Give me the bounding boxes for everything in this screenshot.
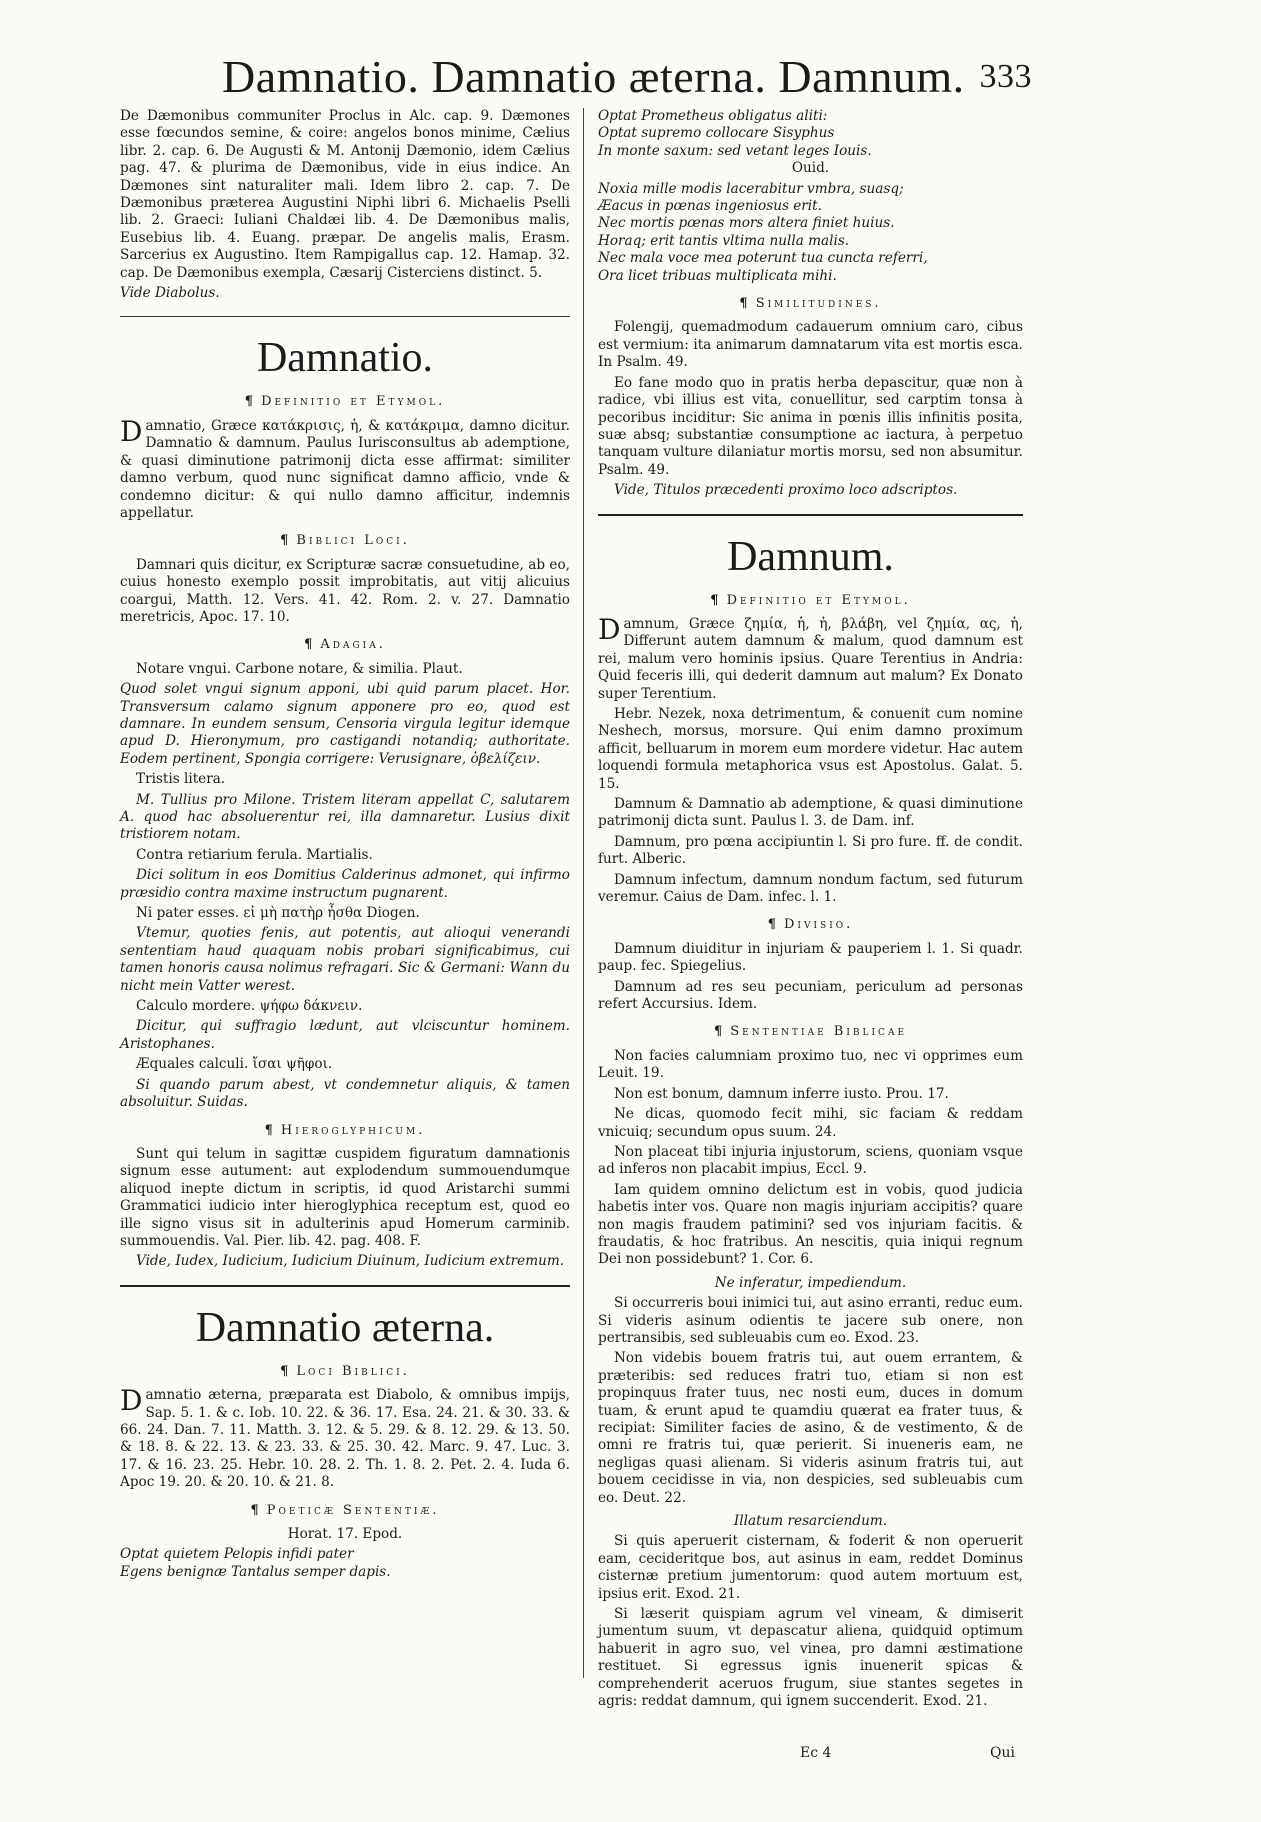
sententia-text: Si læserit quispiam agrum vel vineam, & dimiserit jumentum suum, vt depascatur aliena, quidquid optimum habuerit in agro suo, vel vinea, pro damni æstimatione restituet. Si egressus ignis inuenerit spicas & comprehenderit aceruos frugum, siue stantes segetes in agris: reddat damnum, qui ignem succenderit. Exod. 21. xyxy=(598,1606,1023,1710)
running-head-title: Damnatio. Damnatio æterna. Damnum. xyxy=(222,51,965,102)
verse-line: In monte saxum: sed vetant leges Iouis. xyxy=(598,142,872,159)
section-heading-definitio: ¶ Definitio et Etymol. xyxy=(710,592,911,608)
section-heading-divisio: ¶ Divisio. xyxy=(767,917,854,933)
verse-line: Horaq; erit tantis vltima nulla malis. xyxy=(598,232,850,249)
section-rule xyxy=(120,1285,570,1287)
sententia-text: Ne dicas, quomodo fecit mihi, sic faciam & reddam vnicuiq; secundum opus suum. 24. xyxy=(598,1106,1023,1140)
section-rule xyxy=(598,514,1023,516)
damnum-definitio: Damnum, pro pœna accipiuntin l. Si pro fure. ff. de condit. furt. Alberic. xyxy=(598,833,1023,868)
verse-line: Nec mortis pœnas mors altera finiet huius. xyxy=(598,215,895,232)
catchword: Qui xyxy=(990,1745,1015,1761)
entry-title-damnum: Damnum. xyxy=(727,533,894,580)
verse-line: Noxia mille modis lacerabitur vmbra, suasq; xyxy=(598,180,904,197)
section-rule xyxy=(120,316,570,317)
adagium-line: Tristis litera. xyxy=(136,771,226,788)
damnum-definitio: Damnum & Damnatio ab ademptione, & quasi diminutione patrimonij dicta sunt. Paulus l. 3. de Dam. inf. xyxy=(598,796,1023,830)
sententia-text: Si occurreris boui inimici tui, aut asino erranti, reduc eum. Si videris asinum odientis te jacere sub onere, non pertransibis, sed subleuabis cum eo. Exod. 23. xyxy=(598,1295,1023,1346)
verse-block xyxy=(120,1546,570,1581)
page-number: 333 xyxy=(979,58,1032,95)
column-divider xyxy=(583,108,584,1678)
right-column xyxy=(598,108,1023,1714)
sententia-text: Si quis aperuerit cisternam, & foderit & non operuerit eam, cecideritque bos, aut asinus in eam, reddet Dominus cisternæ pretium jumentorum: quod autem mortuum est, ipsius erit. Exod. 21. xyxy=(598,1533,1023,1602)
similitudo-text: Folengij, quemadmodum cadauerum omnium caro, cibus est vermium: ita animarum damnatarum vita est mortis esca. In Psalm. 49. xyxy=(598,319,1023,371)
adagium-line: Dici solitum in eos Domitius Calderinus admonet, qui infirmo præsidio contra maxime instructum pugnarent. xyxy=(120,867,570,901)
similitudines-vide: Vide, Titulos præcedenti proximo loco adscriptos. xyxy=(614,482,958,499)
section-heading-adagia: ¶ Adagia. xyxy=(304,637,386,653)
verse-line: Optat supremo collocare Sisyphus xyxy=(598,125,835,142)
adagium-line: Ni pater esses. εἰ μὴ πατὴρ ἦσθα Diogen. xyxy=(136,905,420,922)
sententia-text: Iam quidem omnino delictum est in vobis, quod judicia habetis inter vos. Quare non magis injuriam accipitis? quare non magis fraudem patimini? sed vos injuriam facitis. & fraudatis, & hoc fratribus. An nescitis, quia iniqui regnum Dei non possidebunt? 1. Cor. 6. xyxy=(598,1181,1023,1268)
adagium-line: Æquales calculi. ἴσαι ψῆφοι. xyxy=(136,1056,333,1073)
damnum-definitio: Hebr. Nezek, noxa detrimentum, & conuenit cum nomine Neshech, morsus, morsure. Qui enim damno proximum afficit, belluarum in morem eum mordere videtur. Hac autem loquendi formula metaphorica vsus est Apostolus. Galat. 5. 15. xyxy=(598,705,1023,792)
adagium-line: Contra retiarium ferula. Martialis. xyxy=(136,846,373,863)
ovid-source: Ouid. xyxy=(791,160,830,177)
verse-line: Æacus in pœnas ingeniosus erit. xyxy=(598,198,822,215)
verse-line: Optat Prometheus obligatus aliti: xyxy=(598,108,828,124)
damnum-definitio: Damnum infectum, damnum nondum factum, sed futurum veremur. Caius de Dam. infec. l. 1. xyxy=(598,871,1023,906)
adagium-line: Notare vngui. Carbone notare, & similia. Plaut. xyxy=(136,660,463,677)
section-heading-similitudines: ¶ Similitudines. xyxy=(739,296,882,312)
adagium-line: Calculo mordere. ψήφω δάκνειν. xyxy=(136,998,363,1015)
adagium-line: M. Tullius pro Milone. Tristem literam appellat C, salutarem A. quod hac absoluerentur rei, illa damnaretur. Lusius dixit tristiorem notam. xyxy=(120,791,570,843)
entry-title-damnatio: Damnatio. xyxy=(256,335,434,382)
section-heading-definitio: ¶ Definitio et Etymol. xyxy=(244,394,446,410)
verse-line: Ora licet tribuas multiplicata mihi. xyxy=(598,267,837,284)
hieroglyphicum-text: Sunt qui telum in sagittæ cuspidem figuratum damnationis signum esse autument: aut explodendum summouendumque aliquod inepte dictum in scriptis, id quod Aristarchi summi Grammatici iudicio inter hieroglyphica receptum est, quod eo ille signo visus sit in adulterinis apud Homerum carminib. summouendis. Val. Pier. lib. 42. pag. 408. F. xyxy=(120,1145,570,1249)
biblici-text: Damnari quis dicitur, ex Scripturæ sacræ consuetudine, ab eo, cuius honesto exemplo possit improbitatis, aut vitij alicuius coargui, Matth. 12. Vers. 41. 42. Rom. 2. v. 27. Damnatio meretricis, Apoc. 17. 10. xyxy=(120,556,570,625)
damnatio-vide: Vide, Iudex, Iudicium, Iudicium Diuinum, Iudicium extremum. xyxy=(136,1253,565,1270)
left-column xyxy=(120,108,570,1581)
divisio-text: Damnum diuiditur in injuriam & pauperiem l. 1. Si quadr. paup. fec. Spiegelius. xyxy=(598,940,1023,975)
section-heading-hieroglyphicum: ¶ Hieroglyphicum. xyxy=(264,1122,426,1138)
section-heading-loci: ¶ Loci Biblici. xyxy=(280,1363,410,1379)
verse-line: Nec mala voce mea poterunt tua cuncta referri, xyxy=(598,250,928,267)
definitio-text: Damnatio, Græce κατάκρισις, ἡ, & κατάκριμα, damno dicitur. Damnatio & damnum. Paulus Iurisconsultus ab ademptione, & quasi diminutione patrimonij dicta esse affirmat: similiter damno verbum, quod nunc significat damno afficio, vnde & condemno dicitur: & qui nullo damno afficitur, indemnis appellatur. xyxy=(120,414,570,521)
intro-vide: Vide Diabolus. xyxy=(120,285,220,302)
divisio-text: Damnum ad res seu pecuniam, periculum ad personas refert Accursius. Idem. xyxy=(598,978,1023,1013)
damnum-definitio: Damnum, Græce ζημία, ἡ, ἡ, βλάβη, vel ζημία, ας, ἡ, Differunt autem damnum & malum, quod damnum est rei, malum vero hominis ipsius. Quare Terentius in Andria: Quid feceris illi, qui dederit damnum aut malum? Ex Donato super Terentium. xyxy=(598,612,1023,702)
entry-title-damnatio-aeterna: Damnatio æterna. xyxy=(195,1304,495,1351)
loci-text: Damnatio æterna, præparata est Diabolo, & omnibus impijs, Sap. 5. 1. & c. Iob. 10. 22. & 36. 17. Esa. 24. 21. & 30. 33. & 66. 24. Dan. 7. 11. Matth. 3. 12. & 5. 29. & 8. 12. 29. & 13. 50. & 18. 8. & 22. 13. & 23. 33. & 25. 30. 42. Marc. 9. 47. Luc. 3. 17. & 16. 23. 25. Hebr. 10. 28. 2. Th. 1. 8. 2. Pet. 2. 4. Iuda 6. Apoc 19. 20. & 20. 10. & 21. 8. xyxy=(120,1384,570,1491)
section-heading-sententiae: ¶ Sententiae Biblicae xyxy=(713,1024,908,1040)
adagium-line: Dicitur, qui suffragio lædunt, aut vlciscuntur hominem. Aristophanes. xyxy=(120,1018,570,1052)
subheading-ne-inferatur: Ne inferatur, impediendum. xyxy=(714,1274,907,1291)
sententia-text: Non est bonum, damnum inferre iusto. Prou. 17. xyxy=(614,1085,949,1102)
verse-line: Egens benignæ Tantalus semper dapis. xyxy=(120,1563,391,1580)
intro-paragraph: De Dæmonibus communiter Proclus in Alc. cap. 9. Dæmones esse fœcundos semine, & coire: angelos bonos minime, Cælius libr. 2. cap. 6. De Augusti & M. Antonij Dæmonio, idem Cælius pag. 47. & plurima de Dæmonibus, vide in eius indice. An Dæmones sint naturaliter mali. Idem libro 2. cap. 7. De Dæmonibus præterea Augustini Niphi libri 6. Michaelis Pselli lib. 2. Graeci: Iuliani Chaldæi lib. 4. De Dæmonibus malis, Eusebius lib. 4. Euang. præpar. De angelis malis, Erasm. Sarcerius ex Augustino. Item Rampigallus cap. 12. Hamap. 32. cap. De Dæmonibus exempla, Cæsarij Cisterciens distinct. 5. xyxy=(120,108,570,281)
similitudo-text: Eo fane modo quo in pratis herba depascitur, quæ non à radice, vbi illius est vita, conuellitur, sed carptim tonsa à pecoribus inciditur: Sic anima in pœnis illis infinitis posita, suæ absq; substantiæ consumptione ac iactura, à perpetuo tanquam vulture dilaniatur mortis morsu, sed non absumitur. Psalm. 49. xyxy=(598,374,1023,478)
section-heading-biblici: ¶ Biblici Loci. xyxy=(280,533,410,549)
horatius-source: Horat. 17. Epod. xyxy=(287,1526,403,1542)
subheading-illatum: Illatum resarciendum. xyxy=(733,1513,888,1530)
sententia-text: Non placeat tibi injuria injustorum, sciens, quoniam vsque ad inferos non placabit impius, Eccl. 9. xyxy=(598,1143,1023,1178)
verse-line: Optat quietem Pelopis infidi pater xyxy=(120,1546,354,1563)
running-head xyxy=(222,50,1032,110)
signature-mark: Ec 4 xyxy=(800,1745,832,1761)
verse-block xyxy=(598,108,1023,160)
sententia-text: Non videbis bouem fratris tui, aut ouem errantem, & præteribis: sed reduces fratri tuo, etiam si non est propinquus frater tuus, nec nosti eum, duces in domum tuam, & erunt apud te quamdiu quærat ea frater tuus, & recipiat: Similiter facies de asino, & de vestimento, & de omni re fratris tui, quæ perierit. Si inueneris eam, ne negligas quasi alienam. Si videris asinum fratris tui, aut bouem cecidisse in via, non despicies, sed subleuabis cum eo. Deut. 22. xyxy=(598,1350,1023,1506)
adagium-line: Quod solet vngui signum apponi, ubi quid parum placet. Hor. Transversum calamo signum apponere pro eo, quod est damnare. In eundem sensum, Censoria virgula legitur idemque apud D. Hieronymum, pro castigandi notandiq; authoritate. Eodem pertinent, Spongia corrigere: Verusignare, ὀβελίζειν. xyxy=(120,681,570,767)
section-heading-poeticae: ¶ Poeticæ Sententiæ. xyxy=(250,1502,440,1518)
verse-block xyxy=(598,181,1023,285)
sententia-text: Non facies calumniam proximo tuo, nec vi opprimes eum Leuit. 19. xyxy=(598,1047,1023,1082)
adagium-line: Vtemur, quoties fenis, aut potentis, aut alioqui venerandi sententiam haud quaquam nobis probari significabimus, cui tamen honoris causa nolimus refragari. Sic & Germani: Wann du nicht mein Vatter werest. xyxy=(120,925,570,994)
adagium-line: Si quando parum abest, vt condemnetur aliquis, & tamen absoluitur. Suidas. xyxy=(120,1076,570,1111)
